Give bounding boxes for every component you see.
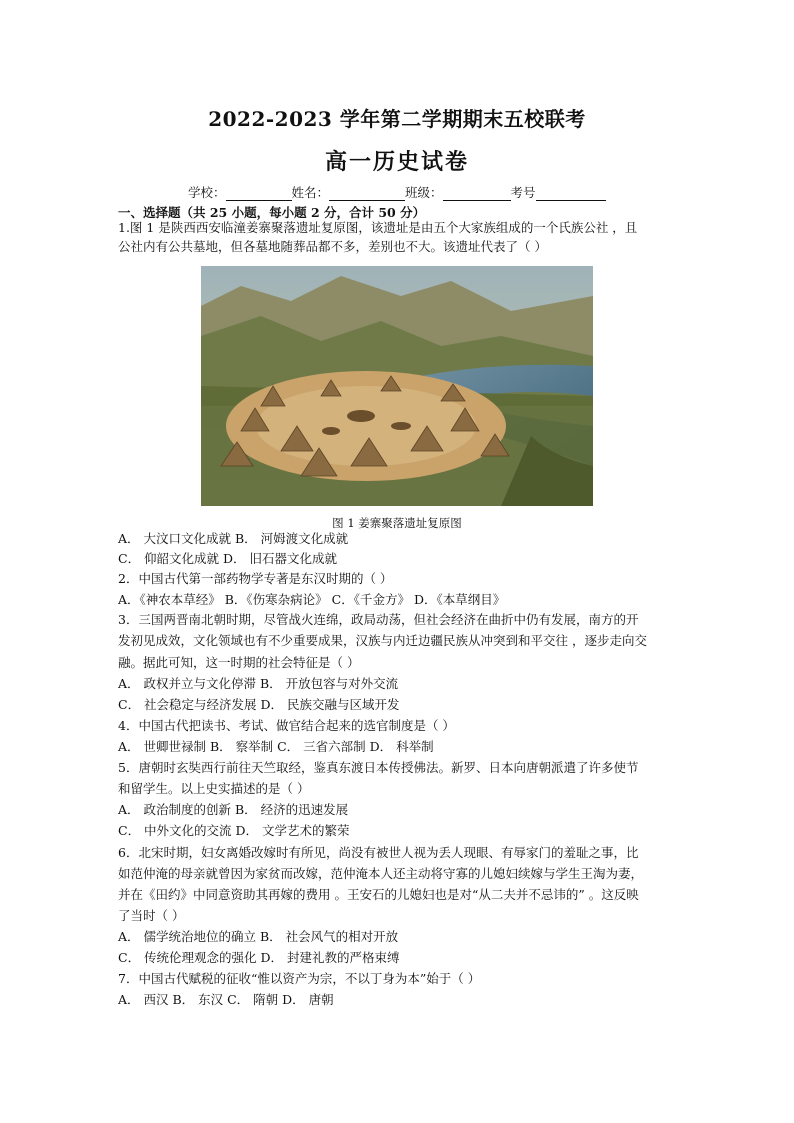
section-title: 一、选择题（共 25 小题，每小题 2 分，合计 50 分）: [118, 205, 426, 220]
question-line: C． 中外文化的交流 D． 文学艺术的繁荣: [118, 823, 350, 838]
school-field[interactable]: [226, 186, 292, 201]
question-line: 融。据此可知，这一时期的社会特征是（ ）: [118, 655, 360, 670]
question-line: 5．唐朝时玄奘西行前往天竺取经，鉴真东渡日本传授佛法。新罗、日本向唐朝派遣了许多使节: [118, 760, 639, 775]
class-label: 班级：: [405, 185, 443, 200]
school-label: 学校：: [188, 185, 226, 200]
student-info-row: [188, 183, 606, 201]
question-line: 并在《田约》中同意资助其再嫁的费用 。王安石的儿媳妇也是对“从二夫并不忌讳的” 。这反映: [118, 887, 639, 902]
settlement-illustration: [201, 266, 593, 506]
question-line: 了当时（ ）: [118, 908, 185, 923]
question-line: 4．中国古代把读书、考试、做官结合起来的选官制度是（ ）: [118, 718, 455, 733]
question-line: 如范仲淹的母亲就曾因为家贫而改嫁，范仲淹本人还主动将守寡的儿媳妇续嫁与学生王淘为妻，: [118, 866, 644, 881]
question-line: C． 社会稳定与经济发展 D． 民族交融与区域开发: [118, 697, 400, 712]
question-line: 公社内有公共墓地，但各墓地随葬品都不多，差别也不大。该遗址代表了（ ）: [118, 239, 547, 254]
question-line: 1.图 1 是陕西西安临潼姜寨聚落遗址复原图，该遗址是由五个大家族组成的一个氏族公社 ，且: [118, 220, 638, 235]
figure-caption: 图 1 姜寨聚落遗址复原图: [332, 516, 462, 530]
question-line: A． 世卿世禄制 B． 察举制 C． 三省六部制 D． 科举制: [118, 739, 434, 754]
question-line: 和留学生。以上史实描述的是（ ）: [118, 781, 310, 796]
question-line: 6．北宋时期，妇女离婚改嫁时有所见，尚没有被世人视为丢人现眼、有辱家门的羞耻之事，比: [118, 845, 639, 860]
question-line: 发初见成效，文化领域也有不少重要成果，汉族与内迁边疆民族从冲突到和平交往 ，逐步走向交: [118, 633, 647, 648]
question-line: A． 儒学统治地位的确立 B． 社会风气的相对开放: [118, 929, 399, 944]
name-field[interactable]: [329, 186, 405, 201]
name-label: 姓名：: [291, 185, 330, 200]
exam-number-field[interactable]: [536, 186, 606, 201]
exam-title: 2022-2023 学年第二学期期末五校联考: [208, 107, 586, 131]
question-line: A．《神农本草经》 B．《伤寒杂病论》 C．《千金方》 D．《本草纲目》: [118, 592, 506, 607]
question-line: A． 政治制度的创新 B． 经济的迅速发展: [118, 802, 349, 817]
question-line: 7．中国古代赋税的征收“惟以资产为宗，不以丁身为本”始于（ ）: [118, 971, 481, 986]
question-line: 3．三国两晋南北朝时期，尽管战火连绵，政局动荡，但社会经济在曲折中仍有发展，南方的开: [118, 612, 639, 627]
question-line: A． 西汉 B． 东汉 C． 隋朝 D． 唐朝: [118, 992, 334, 1007]
jiangzhai-settlement-image: [201, 266, 593, 506]
question-line: 2．中国古代第一部药物学专著是东汉时期的（ ）: [118, 571, 393, 586]
exam-number-label: 考号: [510, 185, 536, 200]
question-line: C． 传统伦理观念的强化 D． 封建礼教的严格束缚: [118, 950, 400, 965]
class-field[interactable]: [443, 186, 511, 201]
question-line: C． 仰韶文化成就 D． 旧石器文化成就: [118, 551, 338, 566]
question-line: A． 大汶口文化成就 B． 河姆渡文化成就: [118, 531, 349, 546]
exam-subtitle: 高一历史试卷: [324, 149, 469, 175]
question-line: A． 政权并立与文化停滞 B． 开放包容与对外交流: [118, 676, 399, 691]
